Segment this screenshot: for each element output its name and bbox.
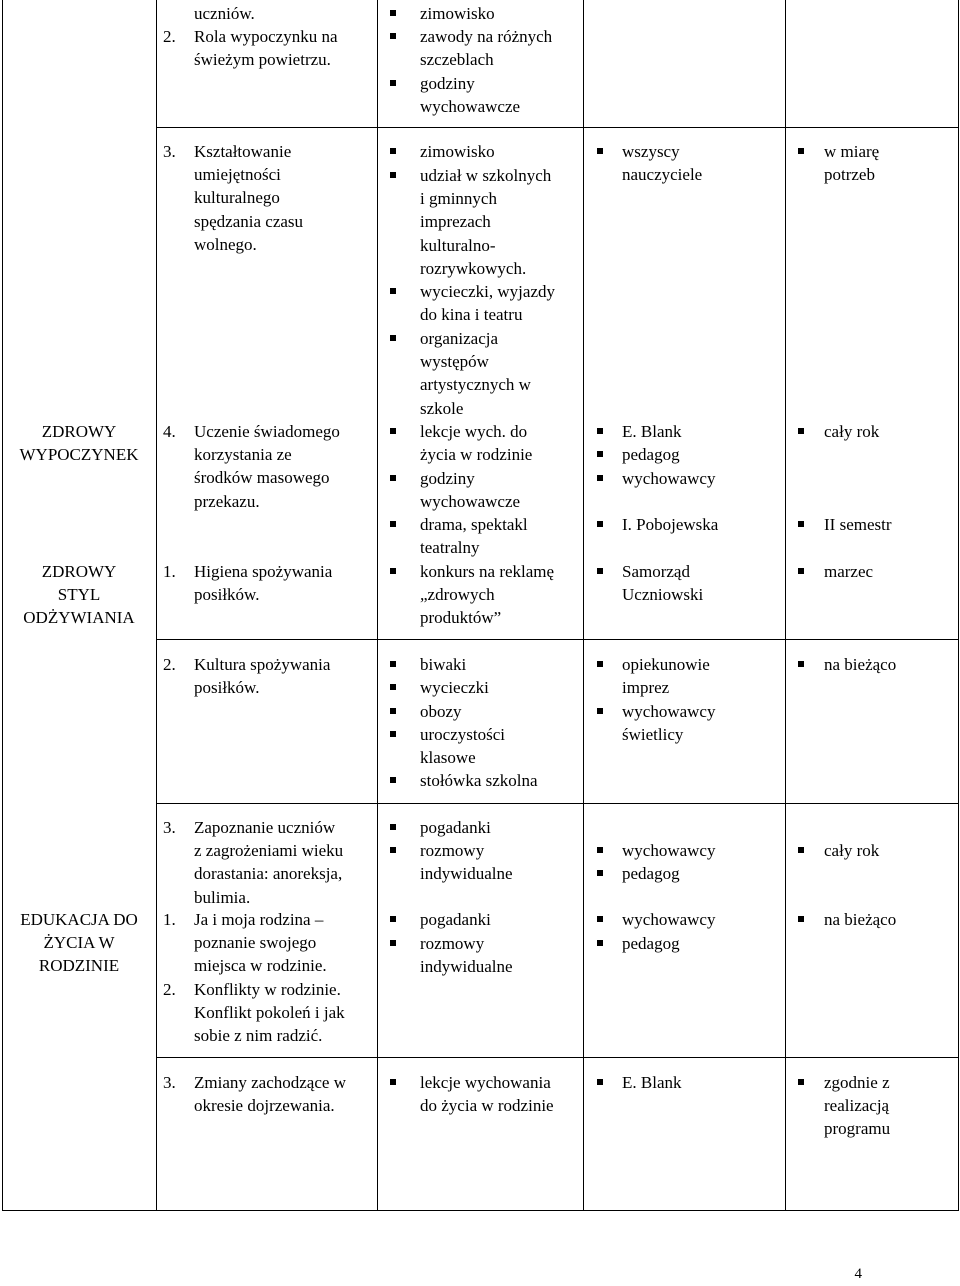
forms-text: „zdrowych <box>420 585 495 605</box>
forms-text: konkurs na reklamę <box>420 562 555 581</box>
bullet-icon <box>597 847 603 853</box>
task-text: okresie dojrzewania. <box>194 1096 335 1116</box>
task-text: korzystania ze <box>194 445 292 465</box>
forms-text: klasowe <box>420 748 476 768</box>
bullet-icon <box>390 148 396 154</box>
forms-text: obozy <box>420 702 462 721</box>
forms-text: godziny <box>420 469 475 488</box>
bullet-icon <box>390 940 396 946</box>
term-text: cały rok <box>824 841 880 860</box>
row-divider <box>156 803 959 804</box>
task-text: umiejętności <box>194 165 281 185</box>
responsible-text: wszyscy <box>622 142 680 161</box>
bullet-icon <box>390 288 396 294</box>
bullet-icon <box>390 475 396 481</box>
task-number: 3. <box>163 142 176 161</box>
task-number: 1. <box>163 562 176 581</box>
task-text: bulimia. <box>194 887 251 907</box>
forms-text: rozrywkowych. <box>420 258 527 278</box>
task-text: posiłków. <box>194 585 260 605</box>
bullet-icon <box>597 451 603 457</box>
bullet-icon <box>597 568 603 574</box>
bullet-icon <box>597 661 603 667</box>
task-text: Higiena spożywania <box>194 562 333 581</box>
bullet-icon <box>390 33 396 39</box>
task-number: 3. <box>163 1073 176 1092</box>
term-text: na bieżąco <box>824 655 897 674</box>
row-divider <box>156 1057 959 1058</box>
task-text: Konflikt pokoleń i jak <box>194 1003 345 1023</box>
task-text: kulturalnego <box>194 188 280 208</box>
bullet-icon <box>390 708 396 714</box>
task-text: posiłków. <box>194 678 260 698</box>
bullet-icon <box>597 148 603 154</box>
forms-text: rozmowy <box>420 841 485 860</box>
responsible-text: wychowawcy <box>622 841 716 860</box>
category-label: ZDROWY STYL ODŻYWIANIA <box>23 562 135 628</box>
bullet-icon <box>390 824 396 830</box>
forms-text: zimowisko <box>420 142 495 161</box>
bullet-icon <box>798 847 804 853</box>
forms-text: udział w szkolnych <box>420 166 552 185</box>
task-text: przekazu. <box>194 491 260 511</box>
responsible-text: wychowawcy <box>622 910 716 929</box>
category-label: ZDROWY WYPOCZYNEK <box>19 422 139 465</box>
forms-text: szczeblach <box>420 50 494 70</box>
task-text: dorastania: anoreksja, <box>194 864 343 884</box>
forms-text: indywidualne <box>420 957 513 977</box>
term-text: cały rok <box>824 422 880 441</box>
task-text: z zagrożeniami wieku <box>194 841 344 861</box>
task-number: 2. <box>163 655 176 674</box>
bullet-icon <box>597 916 603 922</box>
bullet-icon <box>597 870 603 876</box>
bullet-icon <box>798 428 804 434</box>
bullet-icon <box>798 916 804 922</box>
row-divider <box>156 127 959 128</box>
task-text: Konflikty w rodzinie. <box>194 980 341 999</box>
task-text: Kształtowanie <box>194 142 292 161</box>
responsible-text: pedagog <box>622 864 680 883</box>
term-text: w miarę <box>824 142 880 161</box>
term-text: programu <box>824 1119 891 1139</box>
row-divider <box>156 639 959 640</box>
task-number: 3. <box>163 818 176 837</box>
term-text: na bieżąco <box>824 910 897 929</box>
responsible-text: nauczyciele <box>622 165 703 185</box>
bullet-icon <box>390 661 396 667</box>
forms-text: produktów” <box>420 608 502 628</box>
forms-text: występów <box>420 352 489 372</box>
task-number: 2. <box>163 980 176 999</box>
responsible-text: E. Blank <box>622 422 682 441</box>
forms-text: do kina i teatru <box>420 305 523 325</box>
term-text: potrzeb <box>824 165 875 185</box>
bullet-icon <box>390 428 396 434</box>
responsible-text: pedagog <box>622 445 680 464</box>
bullet-icon <box>597 521 603 527</box>
forms-text: pogadanki <box>420 818 491 837</box>
forms-text: zimowisko <box>420 4 495 23</box>
bullet-icon <box>390 777 396 783</box>
responsible-text: wychowawcy <box>622 469 716 488</box>
forms-text: zawody na różnych <box>420 27 553 46</box>
bullet-icon <box>798 568 804 574</box>
forms-text: do życia w rodzinie <box>420 1096 554 1116</box>
forms-text: uroczystości <box>420 725 505 744</box>
term-text: II semestr <box>824 515 892 534</box>
forms-text: biwaki <box>420 655 467 674</box>
task-text: Ja i moja rodzina – <box>194 910 324 929</box>
task-text: sobie z nim radzić. <box>194 1026 323 1046</box>
responsible-text: opiekunowie <box>622 655 710 674</box>
bullet-icon <box>597 708 603 714</box>
forms-text: teatralny <box>420 538 480 558</box>
task-text: Zmiany zachodzące w <box>194 1073 346 1092</box>
task-number: 4. <box>163 422 176 441</box>
forms-text: artystycznych w <box>420 375 531 395</box>
forms-text: indywidualne <box>420 864 513 884</box>
responsible-text: Uczniowski <box>622 585 704 605</box>
forms-text: wychowawcze <box>420 492 521 512</box>
forms-text: rozmowy <box>420 934 485 953</box>
bullet-icon <box>390 1079 396 1085</box>
task-text: wolnego. <box>194 234 257 254</box>
bullet-icon <box>597 428 603 434</box>
category-label: EDUKACJA DO ŻYCIA W RODZINIE <box>20 910 138 976</box>
bullet-icon <box>798 521 804 527</box>
bullet-icon <box>597 1079 603 1085</box>
forms-text: imprezach <box>420 212 491 232</box>
page-number: 4 <box>854 1266 862 1282</box>
task-text: miejsca w rodzinie. <box>194 956 327 976</box>
responsible-text: E. Blank <box>622 1073 682 1092</box>
bullet-icon <box>390 847 396 853</box>
forms-text: stołówka szkolna <box>420 771 538 790</box>
term-text: zgodnie z <box>824 1073 890 1092</box>
responsible-text: wychowawcy <box>622 702 716 721</box>
term-text: realizacją <box>824 1096 890 1116</box>
forms-text: pogadanki <box>420 910 491 929</box>
bullet-icon <box>798 661 804 667</box>
bullet-icon <box>390 684 396 690</box>
forms-text: wycieczki <box>420 678 489 697</box>
responsible-text: imprez <box>622 678 670 698</box>
forms-text: i gminnych <box>420 189 497 209</box>
task-number: 2. <box>163 27 176 46</box>
task-text: Zapoznanie uczniów <box>194 818 336 837</box>
task-text: spędzania czasu <box>194 211 304 231</box>
forms-text: lekcje wych. do <box>420 422 528 441</box>
task-text: poznanie swojego <box>194 933 317 953</box>
task-text: Uczenie świadomego <box>194 422 340 441</box>
forms-text: kulturalno- <box>420 235 496 255</box>
bullet-icon <box>390 10 396 16</box>
bullet-icon <box>390 335 396 341</box>
bullet-icon <box>390 521 396 527</box>
bullet-icon <box>390 172 396 178</box>
responsible-text: I. Pobojewska <box>622 515 719 534</box>
task-text: środków masowego <box>194 468 330 488</box>
task-text: Rola wypoczynku na <box>194 27 338 46</box>
forms-text: godziny <box>420 74 475 93</box>
forms-text: lekcje wychowania <box>420 1073 551 1092</box>
term-text: marzec <box>824 562 874 581</box>
bullet-icon <box>798 148 804 154</box>
responsible-text: Samorząd <box>622 562 690 581</box>
bullet-icon <box>390 568 396 574</box>
bullet-icon <box>390 731 396 737</box>
bullet-icon <box>390 916 396 922</box>
bullet-icon <box>798 1079 804 1085</box>
bullet-icon <box>597 475 603 481</box>
forms-text: organizacja <box>420 329 499 348</box>
forms-text: wychowawcze <box>420 97 521 117</box>
task-number: 1. <box>163 910 176 929</box>
task-text: uczniów. <box>194 4 255 23</box>
forms-text: życia w rodzinie <box>420 445 533 465</box>
forms-text: drama, spektakl <box>420 515 528 534</box>
task-text: świeżym powietrzu. <box>194 50 331 70</box>
bullet-icon <box>597 940 603 946</box>
forms-text: wycieczki, wyjazdy <box>420 282 555 301</box>
bullet-icon <box>390 80 396 86</box>
responsible-text: pedagog <box>622 934 680 953</box>
task-text: Kultura spożywania <box>194 655 331 674</box>
responsible-text: świetlicy <box>622 725 684 745</box>
forms-text: szkole <box>420 398 464 418</box>
